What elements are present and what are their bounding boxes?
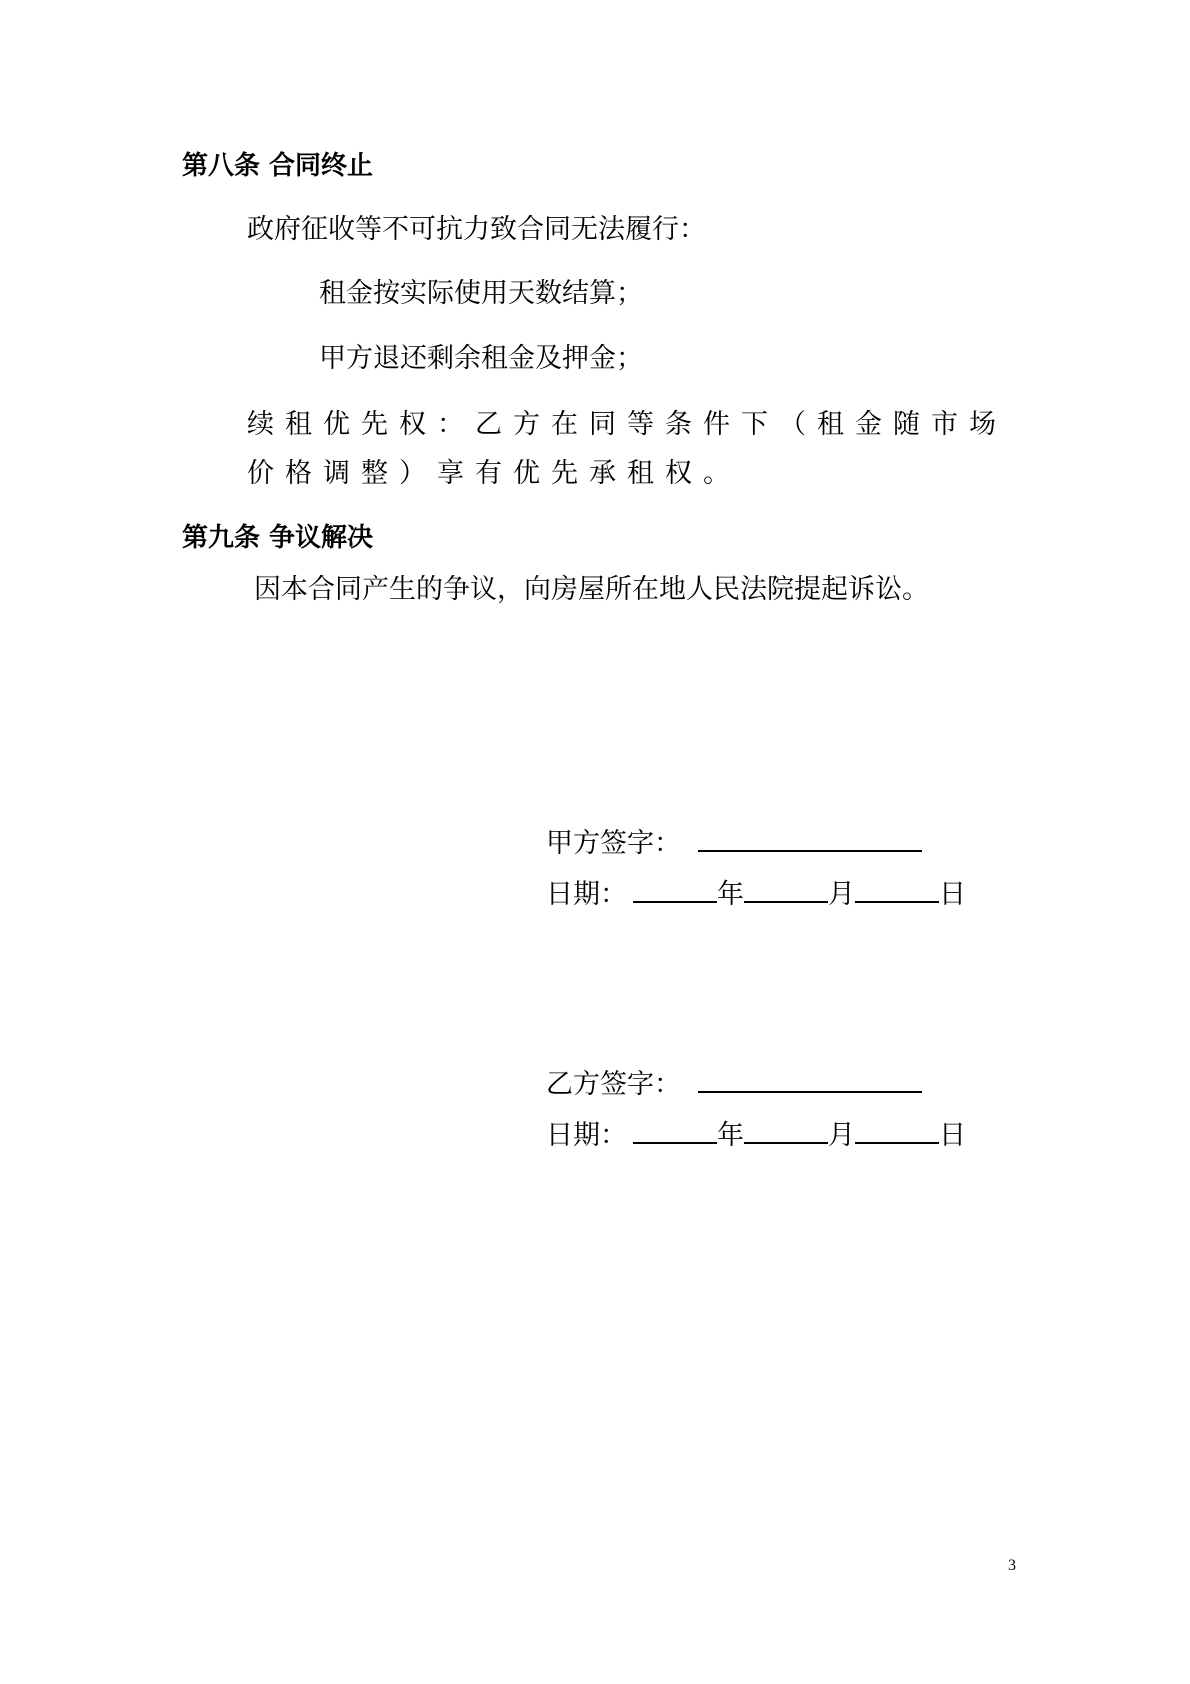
article-8-intro: 政府征收等不可抗力致合同无法履行： (247, 214, 706, 245)
date-label: 日期： (546, 879, 627, 910)
month-label: 月 (828, 879, 855, 910)
party-b-signature-row (546, 1067, 922, 1101)
party-b-date-row (546, 1118, 966, 1152)
year-label: 年 (717, 879, 744, 910)
page-number: 3 (1008, 1557, 1016, 1574)
year-field[interactable] (633, 1118, 717, 1144)
year-field[interactable] (633, 877, 717, 903)
party-b-signature-label: 乙方签字： (546, 1069, 681, 1100)
renewal-clause: 续租优先权：乙方在同等条件下（租金随市场价格调整）享有优先承租权。 (247, 409, 1007, 489)
day-field[interactable] (855, 1118, 939, 1144)
article-8-item: 租金按实际使用天数结算； (319, 278, 643, 309)
day-label: 日 (939, 1120, 966, 1151)
date-label: 日期： (546, 1120, 627, 1151)
party-a-signature-row (546, 826, 922, 860)
article-9-heading: 第九条 争议解决 (182, 523, 374, 553)
party-b-signature-field[interactable] (698, 1067, 922, 1093)
article-8-item: 甲方退还剩余租金及押金； (319, 343, 643, 374)
year-label: 年 (717, 1120, 744, 1151)
month-field[interactable] (744, 1118, 828, 1144)
day-label: 日 (939, 879, 966, 910)
month-field[interactable] (744, 877, 828, 903)
article-9-text: 因本合同产生的争议，向房屋所在地人民法院提起诉讼。 (254, 574, 929, 605)
article-8-heading: 第八条 合同终止 (182, 151, 374, 181)
party-a-signature-field[interactable] (698, 826, 922, 852)
day-field[interactable] (855, 877, 939, 903)
party-a-date-row (546, 877, 966, 911)
month-label: 月 (828, 1120, 855, 1151)
party-a-signature-label: 甲方签字： (546, 828, 681, 859)
